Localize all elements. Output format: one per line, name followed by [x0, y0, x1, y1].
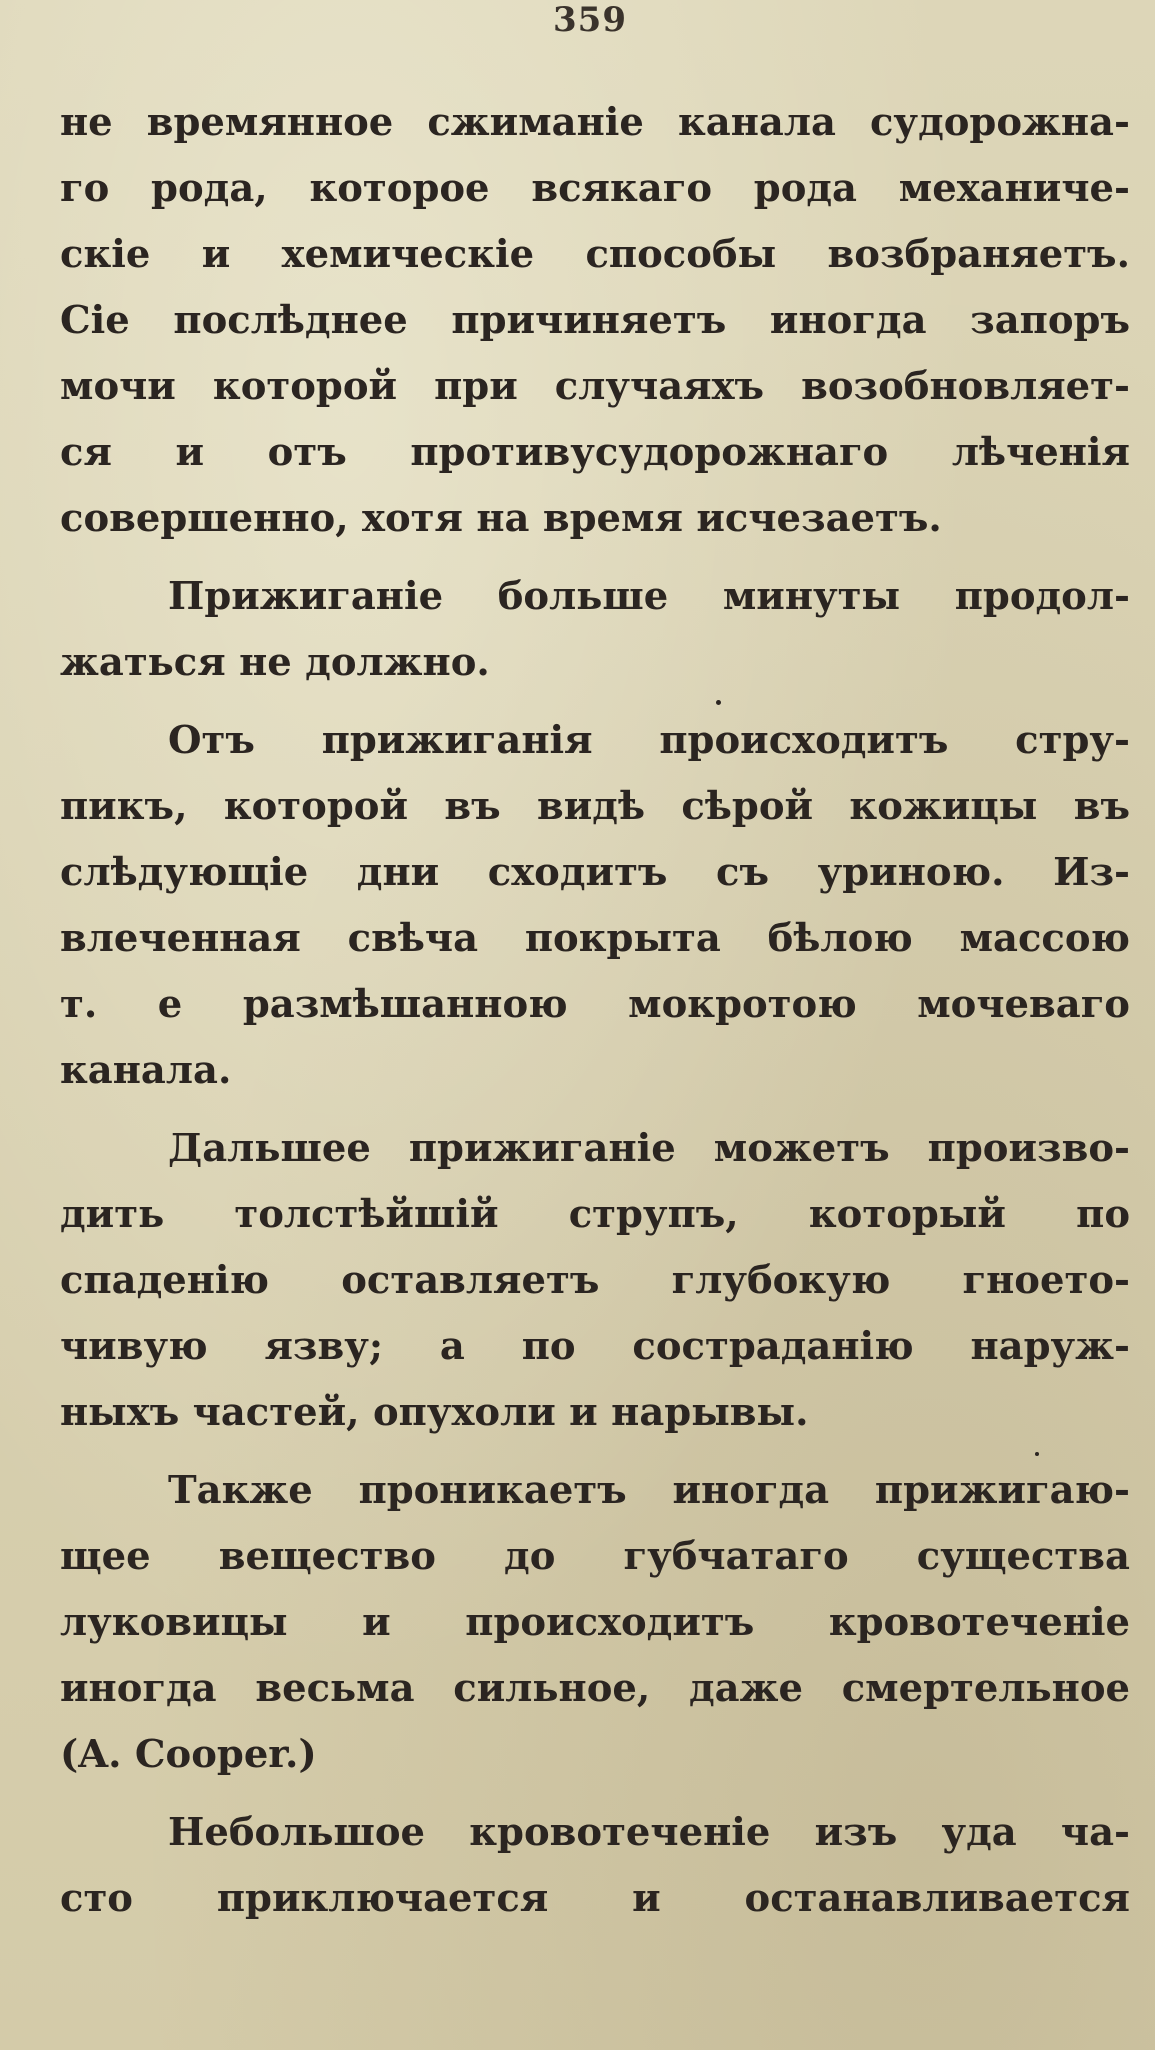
- ink-speck: [1035, 1452, 1039, 1456]
- text-line: го рода, которое всякаго рода механиче-: [60, 166, 1130, 211]
- body-text: [60, 90, 1130, 1932]
- paragraph-6: [60, 1800, 1130, 1932]
- paragraph-4: [60, 1116, 1130, 1446]
- text-line: слѣдующіе дни сходитъ съ уриною. Из-: [60, 850, 1130, 895]
- text-line: Сіе послѣднее причиняетъ иногда запоръ: [60, 298, 1130, 343]
- text-line: т. е размѣшанною мокротою мочеваго: [60, 982, 1130, 1027]
- text-line: канала.: [60, 1048, 232, 1093]
- paragraph-2: [60, 564, 1130, 696]
- text-line: Дальшее прижиганіе можетъ произво-: [168, 1126, 1130, 1171]
- text-line: сто приключается и останавливается: [60, 1876, 1130, 1921]
- text-line: дить толстѣйшій струпъ, который по: [60, 1192, 1130, 1237]
- text-line: жаться не должно.: [60, 640, 490, 685]
- text-line: Также проникаетъ иногда прижигаю-: [168, 1468, 1130, 1513]
- text-line: спаденію оставляетъ глубокую гноето-: [60, 1258, 1130, 1303]
- paragraph-3: [60, 708, 1130, 1104]
- ink-speck: [716, 700, 721, 705]
- text-line: (A. Cooper.): [60, 1732, 317, 1777]
- paragraph-5: [60, 1458, 1130, 1788]
- text-line: ныхъ частей, опухоли и нарывы.: [60, 1390, 809, 1435]
- paragraph-1: [60, 90, 1130, 552]
- text-line: луковицы и происходитъ кровотеченіе: [60, 1600, 1130, 1645]
- text-line: не времянное сжиманіе канала судорожна-: [60, 100, 1130, 145]
- text-line: иногда весьма сильное, даже смертельное: [60, 1666, 1130, 1711]
- text-line: чивую язву; а по состраданію наруж-: [60, 1324, 1130, 1369]
- text-line: влеченная свѣча покрыта бѣлою массою: [60, 916, 1130, 961]
- text-line: Отъ прижиганія происходитъ стру-: [168, 718, 1130, 763]
- text-line: Прижиганіе больше минуты продол-: [168, 574, 1130, 619]
- text-line: скіе и хемическіе способы возбраняетъ.: [60, 232, 1130, 277]
- text-line: Небольшое кровотеченіе изъ уда ча-: [168, 1810, 1130, 1855]
- page-number: 359: [553, 0, 627, 40]
- text-line: щее вещество до губчатаго существа: [60, 1534, 1130, 1579]
- text-line: пикъ, которой въ видѣ сѣрой кожицы въ: [60, 784, 1130, 829]
- text-line: мочи которой при случаяхъ возобновляет-: [60, 364, 1130, 409]
- text-line: совершенно, хотя на время исчезаетъ.: [60, 496, 942, 541]
- text-line: ся и отъ противусудорожнаго лѣченія: [60, 430, 1130, 475]
